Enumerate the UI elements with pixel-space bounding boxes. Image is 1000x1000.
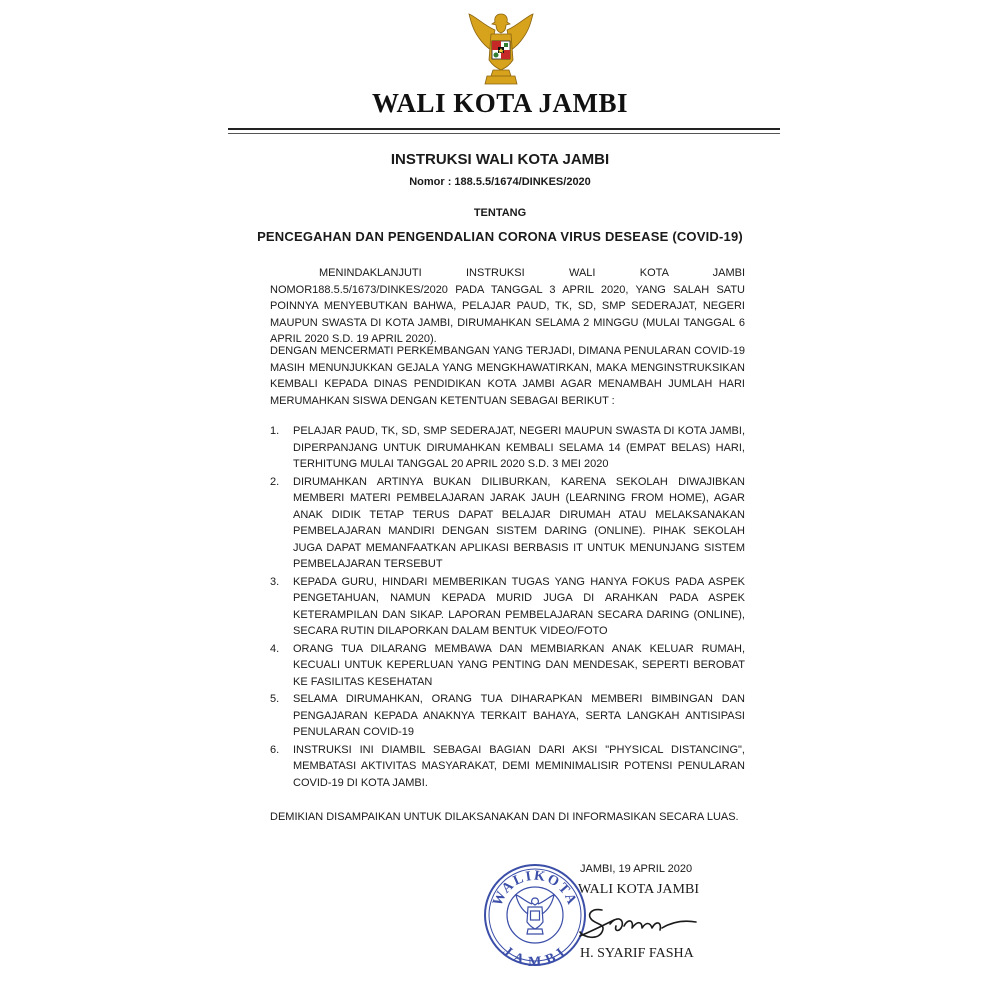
signing-date: JAMBI, 19 APRIL 2020 xyxy=(580,863,693,875)
list-item xyxy=(270,742,745,792)
about-label: TENTANG xyxy=(473,207,527,219)
list-item-number: 2. xyxy=(270,475,280,488)
list-item-number: 4. xyxy=(270,642,280,655)
stamp-bottom-text: JAMBI xyxy=(499,943,571,968)
intro-paragraph: MENINDAKLANJUTI INSTRUKSI WALI KOTA JAMBI NOMOR188.5.5/1673/DINKES/2020 PADA TANGGAL 3 APRIL 2020, YANG SALAH SATU POINNYA MENYEBUTKAN BAHWA, PELAJAR PAUD, TK, SD, SMP SEDERAJAT, NEGERI MAUPUN SWASTA DI KOTA JAMBI, DIRUMAHKAN SELAMA 2 MINGGU (MULAI TANGGAL 6 APRIL 2020 S.D. 19 APRIL 2020). xyxy=(270,267,745,345)
list-item xyxy=(270,641,745,691)
letterhead-divider xyxy=(228,128,780,130)
handwritten-signature-icon xyxy=(572,900,702,948)
instruction-paragraph: DENGAN MENCERMATI PERKEMBANGAN YANG TERJADI, DIMANA PENULARAN COVID-19 MASIH MENUNJUKKAN GEJALA YANG MENGKHAWATIRKAN, MAKA MENGINSTRUKSIKAN KEMBALI KEPADA DINAS PENDIDIKAN KOTA JAMBI AGAR MENAMBAH JUMLAH HARI MERUMAHKAN SISWA DENGAN KETENTUAN SEBAGAI BERIKUT : xyxy=(270,345,745,407)
document-title: INSTRUKSI WALI KOTA JAMBI xyxy=(390,151,610,168)
closing-statement: DEMIKIAN DISAMPAIKAN UNTUK DILAKSANAKAN DAN DI INFORMASIKAN SECARA LUAS. xyxy=(270,811,739,823)
svg-text:JAMBI xyxy=(500,944,570,968)
signer-office: WALI KOTA JAMBI xyxy=(578,882,699,897)
list-item-text: KEPADA GURU, HINDARI MEMBERIKAN TUGAS YANG HANYA FOKUS PADA ASPEK PENGETAHUAN, NAMUN KEPADA MURID JUGA DI ARAHKAN PADA ASPEK KETERAMPILAN DAN SIKAP. LAPORAN PEMBELAJARAN SECARA DARING (ONLINE), SECARA RUTIN DILAPORKAN DALAM BENTUK VIDEO/FOTO xyxy=(293,575,745,637)
document-subject: PENCEGAHAN DAN PENGENDALIAN CORONA VIRUS DESEASE (COVID-19) xyxy=(257,229,743,244)
list-item-text: DIRUMAHKAN ARTINYA BUKAN DILIBURKAN, KARENA SEKOLAH DIWAJIBKAN MEMBERI MATERI PEMBELAJARAN JARAK JAUH (LEARNING FROM HOME), AGAR ANAK DIDIK TETAP TERUS DAPAT BELAJAR DIRUMAH ATAU MELAKSANAKAN PEMBELAJARAN MANDIRI DENGAN SISTEM DARING (ONLINE). PIHAK SEKOLAH JUGA DAPAT MEMANFAATKAN APLIKASI BERBASIS IT UNTUK MENUNJANG SISTEM PEMBELAJARAN TERSEBUT xyxy=(293,475,745,570)
document-number: Nomor : 188.5.5/1674/DINKES/2020 xyxy=(409,176,591,188)
instruction-list xyxy=(270,423,745,792)
list-item xyxy=(270,691,745,741)
svg-text:WALIKOTA xyxy=(490,869,579,909)
list-item-number: 5. xyxy=(270,693,280,705)
list-item-number: 3. xyxy=(270,575,280,588)
list-item xyxy=(270,423,745,473)
list-item-number: 6. xyxy=(270,743,280,756)
list-item-number: 1. xyxy=(270,425,280,437)
list-item-text: ORANG TUA DILARANG MEMBAWA DAN MEMBIARKAN ANAK KELUAR RUMAH, KECUALI UNTUK KEPERLUAN YANG PENTING DAN MENDESAK, SEPERTI BEROBAT KE FASILITAS KESEHATAN xyxy=(293,642,745,688)
list-item xyxy=(270,574,745,640)
letterhead-title: WALI KOTA JAMBI xyxy=(371,88,629,118)
list-item-text: SELAMA DIRUMAHKAN, ORANG TUA DIHARAPKAN MEMBERI BIMBINGAN DAN PENGAJARAN KEPADA ANAKNYA TERKAIT BAHAYA, SERTA LANGKAH ANTISIPASI PENULARAN COVID-19 xyxy=(293,693,745,738)
list-item-text: PELAJAR PAUD, TK, SD, SMP SEDERAJAT, NEGERI MAUPUN SWASTA DI KOTA JAMBI, DIPERPANJANG UNTUK DIRUMAHKAN KEMBALI SELAMA 14 (EMPAT BELAS) HARI, TERHITUNG MULAI TANGGAL 20 APRIL 2020 S.D. 3 MEI 2020 xyxy=(293,425,745,470)
garuda-emblem-icon xyxy=(461,8,541,88)
list-item-text: INSTRUKSI INI DIAMBIL SEBAGAI BAGIAN DARI AKSI "PHYSICAL DISTANCING", MEMBATASI AKTIVITAS MASYARAKAT, DEMI MEMINIMALISIR POTENSI PENULARAN COVID-19 DI KOTA JAMBI. xyxy=(293,743,745,789)
letterhead-divider-thin xyxy=(228,133,780,134)
stamp-top-text: WALIKOTA xyxy=(490,868,580,909)
list-item xyxy=(270,474,745,573)
signer-name: H. SYARIF FASHA xyxy=(580,946,694,961)
